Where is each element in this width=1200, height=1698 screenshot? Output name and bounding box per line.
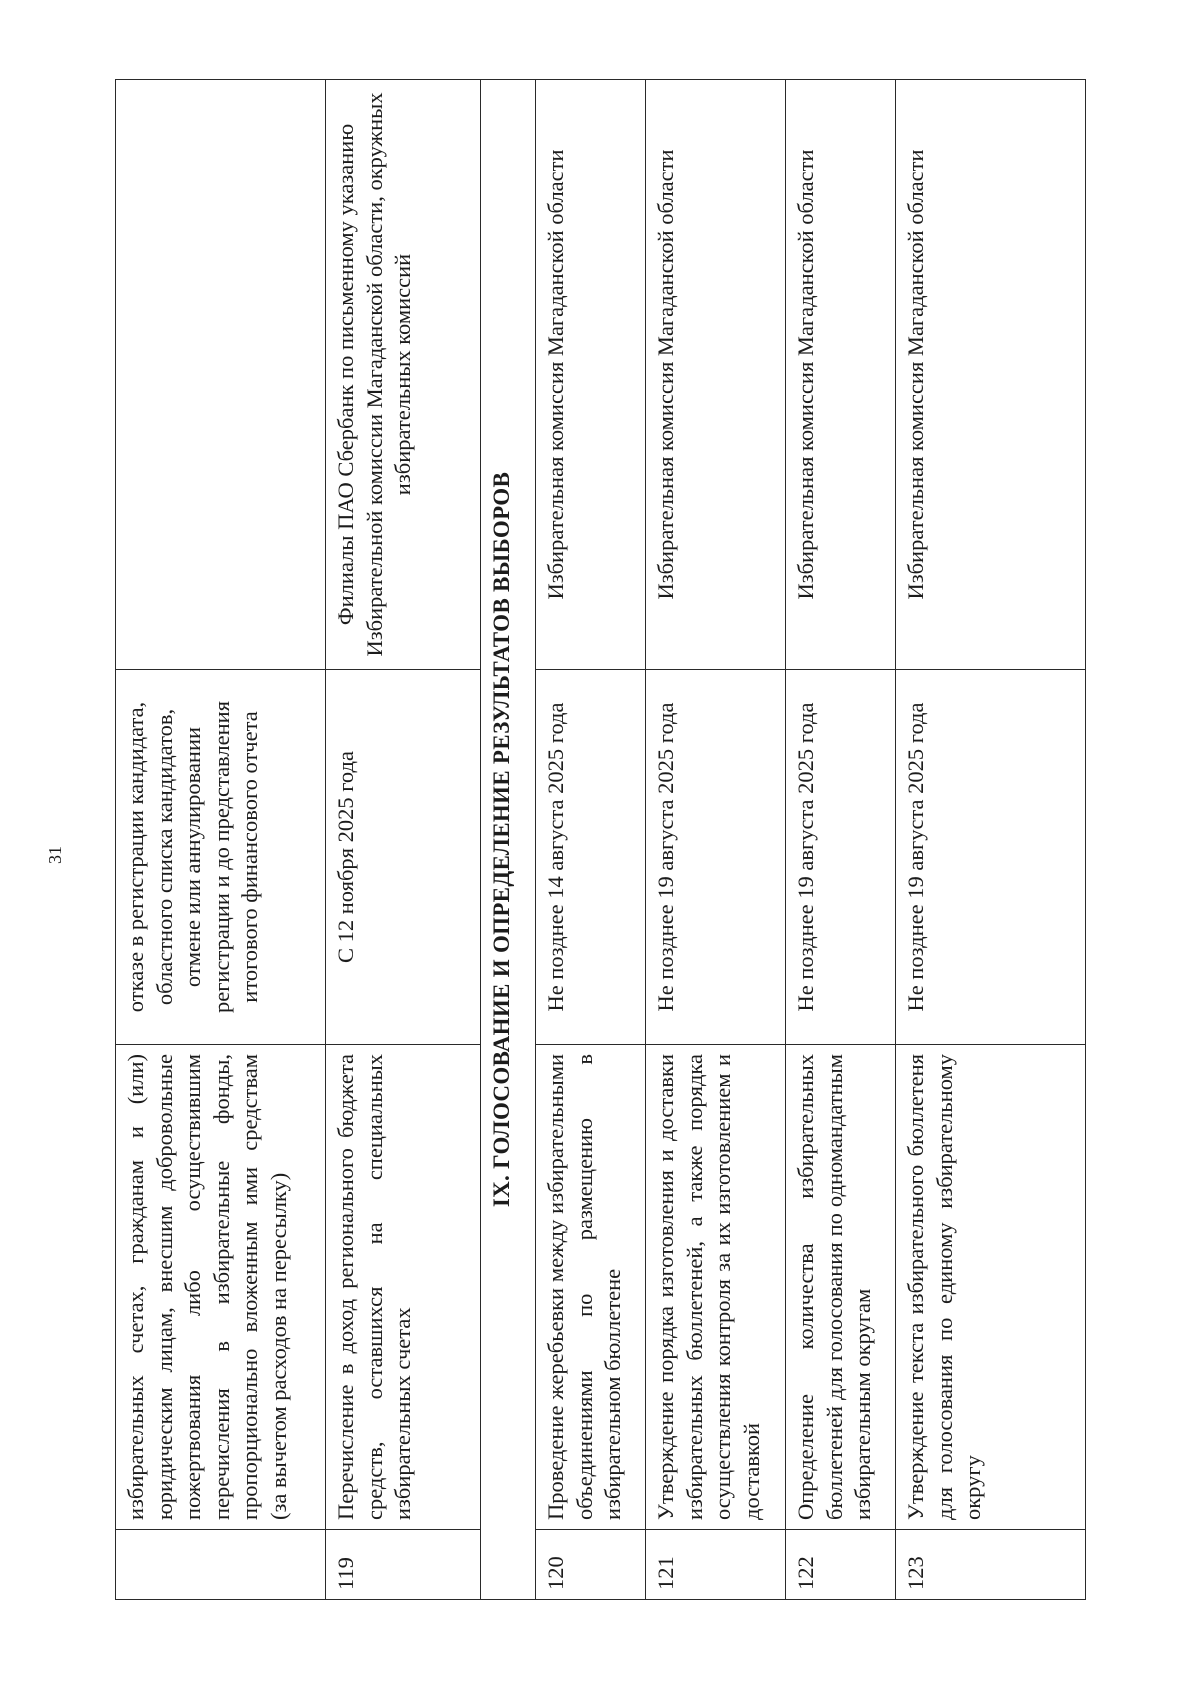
term-cell: отказе в регистрации кандидата, областного списка кандидатов, отмене или аннулировании регистрации и до представления итогового финансового отчета bbox=[116, 670, 326, 1045]
section-header-row bbox=[481, 80, 536, 1600]
table-row-120 bbox=[536, 80, 646, 1600]
page-number: 31 bbox=[45, 846, 65, 864]
schedule-table bbox=[115, 79, 1086, 1600]
responsible-cell: Филиалы ПАО Сбербанк по письменному указанию Избирательной комиссии Магаданской области, окружных избирательных комиссий bbox=[326, 80, 481, 670]
responsible-cell: Избирательная комиссия Магаданской области bbox=[646, 80, 786, 670]
event-cell: Определение количества избирательных бюллетеней для голосования по одномандатным избирательным округам bbox=[786, 1045, 896, 1530]
responsible-cell: Избирательная комиссия Магаданской области bbox=[786, 80, 896, 670]
responsible-cell bbox=[116, 80, 326, 670]
row-number-cell bbox=[116, 1530, 326, 1600]
event-cell: Утверждение текста избирательного бюллетеня для голосования по единому избирательному округу bbox=[896, 1045, 1086, 1530]
table-row-121 bbox=[646, 80, 786, 1600]
table-row-122 bbox=[786, 80, 896, 1600]
row-number-cell: 123 bbox=[896, 1530, 1086, 1600]
responsible-cell: Избирательная комиссия Магаданской области bbox=[896, 80, 1086, 670]
term-cell: Не позднее 19 августа 2025 года bbox=[786, 670, 896, 1045]
term-cell: Не позднее 19 августа 2025 года bbox=[646, 670, 786, 1045]
table-row-continuation bbox=[116, 80, 326, 1600]
table-row-123 bbox=[896, 80, 1086, 1600]
event-cell: избирательных счетах, гражданам и (или) юридическим лицам, внесшим добровольные пожертвования либо осуществившим перечисления в избирательные фонды, пропорционально вложенным ими средствам (за вычетом расходов на пересылку) bbox=[116, 1045, 326, 1530]
event-cell: Проведение жеребьевки между избирательными объединениями по размещению в избирательном бюллетене bbox=[536, 1045, 646, 1530]
table-row-119 bbox=[326, 80, 481, 1600]
row-number-cell: 119 bbox=[326, 1530, 481, 1600]
term-cell: Не позднее 14 августа 2025 года bbox=[536, 670, 646, 1045]
event-cell: Утверждение порядка изготовления и доставки избирательных бюллетеней, а также порядка осуществления контроля за их изготовлением и доставкой bbox=[646, 1045, 786, 1530]
term-cell: С 12 ноября 2025 года bbox=[326, 670, 481, 1045]
term-cell: Не позднее 19 августа 2025 года bbox=[896, 670, 1086, 1045]
responsible-cell: Избирательная комиссия Магаданской области bbox=[536, 80, 646, 670]
rotated-table-container bbox=[115, 80, 1085, 1600]
section-title: IX. ГОЛОСОВАНИЕ И ОПРЕДЕЛЕНИЕ РЕЗУЛЬТАТОВ ВЫБОРОВ bbox=[481, 80, 536, 1600]
row-number-cell: 121 bbox=[646, 1530, 786, 1600]
event-cell: Перечисление в доход регионального бюджета средств, оставшихся на специальных избирательных счетах bbox=[326, 1045, 481, 1530]
row-number-cell: 122 bbox=[786, 1530, 896, 1600]
row-number-cell: 120 bbox=[536, 1530, 646, 1600]
